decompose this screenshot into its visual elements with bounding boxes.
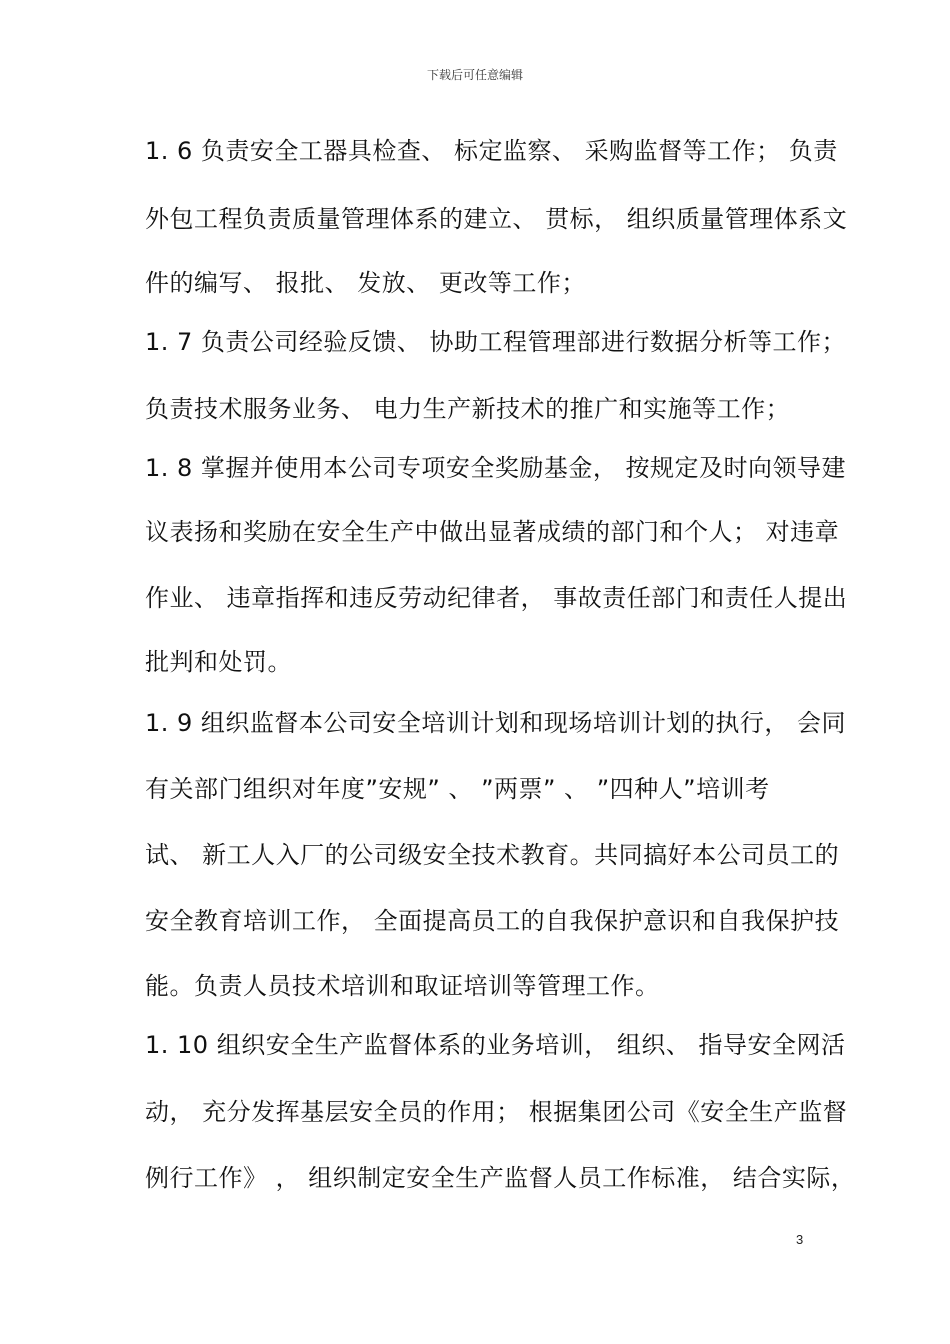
body-line: 1. 8 掌握并使用本公司专项安全奖励基金， 按规定及时向领导建	[145, 454, 847, 482]
body-line: 件的编写、 报批、 发放、 更改等工作；	[145, 269, 586, 297]
body-line: 1. 6 负责安全工器具检查、 标定监察、 采购监督等工作； 负责	[145, 137, 838, 165]
body-line: 议表扬和奖励在安全生产中做出显著成绩的部门和个人； 对违章	[145, 518, 840, 546]
body-line: 外包工程负责质量管理体系的建立、 贯标， 组织质量管理体系文	[145, 205, 848, 233]
body-line: 有关部门组织对年度”安规” 、 ”两票” 、 ”四种人”培训考	[145, 775, 770, 803]
body-line: 批判和处罚。	[145, 648, 292, 676]
body-line: 安全教育培训工作， 全面提高员工的自我保护意识和自我保护技	[145, 907, 840, 935]
body-line: 1. 10 组织安全生产监督体系的业务培训， 组织、 指导安全网活	[145, 1031, 846, 1059]
body-line: 负责技术服务业务、 电力生产新技术的推广和实施等工作；	[145, 395, 791, 423]
page-number: 3	[796, 1232, 804, 1247]
body-line: 试、 新工人入厂的公司级安全技术教育。共同搞好本公司员工的	[145, 841, 840, 869]
body-line: 1. 9 组织监督本公司安全培训计划和现场培训计划的执行， 会同	[145, 709, 847, 737]
body-line: 动， 充分发挥基层安全员的作用； 根据集团公司《安全生产监督	[145, 1098, 848, 1126]
document-header: 下载后可任意编辑	[426, 68, 523, 82]
body-line: 能。负责人员技术培训和取证培训等管理工作。	[145, 972, 660, 1000]
body-line: 1. 7 负责公司经验反馈、 协助工程管理部进行数据分析等工作；	[145, 328, 847, 356]
body-line: 作业、 违章指挥和违反劳动纪律者， 事故责任部门和责任人提出	[145, 584, 848, 612]
body-line: 例行工作》 ， 组织制定安全生产监督人员工作标准， 结合实际，	[145, 1164, 856, 1192]
